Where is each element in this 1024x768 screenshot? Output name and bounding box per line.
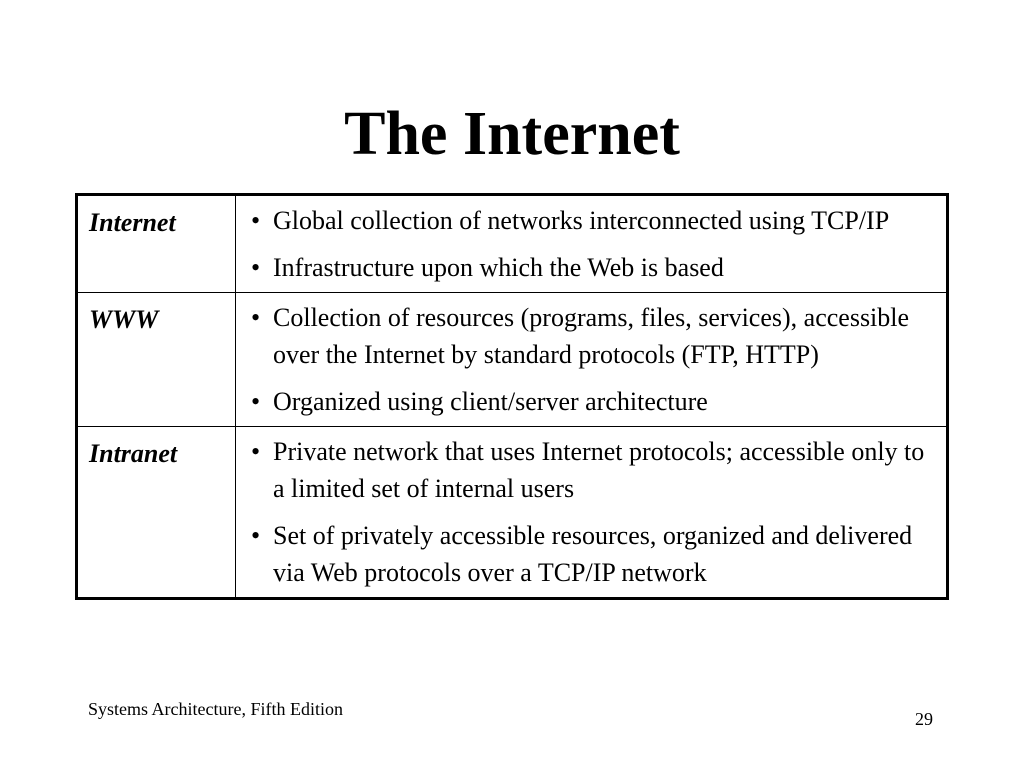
footer-source: Systems Architecture, Fifth Edition [88,699,343,719]
term-www: WWW [77,293,236,427]
description-cell [236,195,948,293]
bullet-item: • Global collection of networks interconnected using TCP/IP [243,202,936,239]
slide-title: The Internet [344,100,680,168]
table-row [77,293,948,427]
bullet-list [243,433,936,591]
bullet-item: • Private network that uses Internet protocols; accessible only to a limited set of internal users [243,433,936,507]
term-internet: Internet [77,195,236,293]
bullet-item: • Organized using client/server architecture [243,383,936,420]
bullet-item: • Collection of resources (programs, files, services), accessible over the Internet by standard protocols (FTP, HTTP) [243,299,936,373]
bullet-item: • Set of privately accessible resources, organized and delivered via Web protocols over a TCP/IP network [243,517,936,591]
description-cell [236,427,948,599]
bullet-list [243,202,936,286]
table-row [77,195,948,293]
definitions-table [75,193,949,600]
bullet-list [243,299,936,420]
term-intranet: Intranet [77,427,236,599]
description-cell [236,293,948,427]
table-row [77,427,948,599]
page-number: 29 [915,709,933,729]
bullet-item: • Infrastructure upon which the Web is based [243,249,936,286]
